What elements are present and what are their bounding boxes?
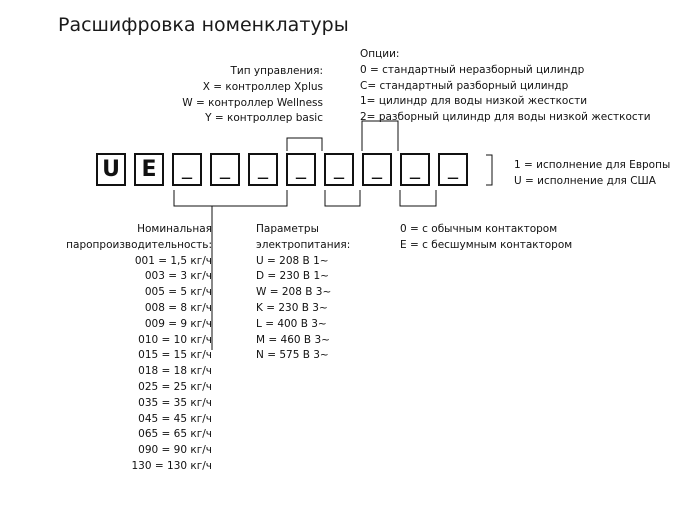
options-item: 2= разборный цилиндр для воды низкой жесткости — [360, 111, 651, 124]
capacity-item: 001 = 1,5 кг/ч — [134, 254, 212, 267]
contactor-bracket — [400, 190, 436, 206]
capacity-item: 065 = 65 кг/ч — [138, 428, 212, 441]
capacity-item: 010 = 10 кг/ч — [138, 333, 212, 346]
power-heading: Параметры — [256, 223, 319, 235]
capacity-item: 009 = 9 кг/ч — [144, 317, 212, 330]
power-item: D = 230 В 1~ — [256, 270, 329, 283]
options-item: 1= цилиндр для воды низкой жесткости — [360, 95, 588, 108]
code-box: _ — [210, 153, 240, 186]
capacity-heading: паропроизводительность: — [66, 238, 212, 251]
capacity-item: 003 = 3 кг/ч — [144, 270, 212, 283]
code-box: _ — [438, 153, 468, 186]
capacity-item: 035 = 35 кг/ч — [138, 396, 212, 409]
version-item: 1 = исполнение для Европы — [514, 159, 671, 171]
power-heading: электропитания: — [256, 238, 351, 251]
code-box: _ — [362, 153, 392, 186]
code-box: _ — [400, 153, 430, 186]
capacity-item: 005 = 5 кг/ч — [144, 286, 212, 299]
capacity-legend — [66, 222, 212, 475]
options-item: 0 = стандартный неразборный цилиндр — [360, 63, 585, 76]
power-item: N = 575 В 3~ — [256, 349, 329, 362]
power-legend — [256, 222, 350, 364]
power-item: L = 400 В 3~ — [256, 317, 327, 330]
code-box: _ — [248, 153, 278, 186]
capacity-item: 025 = 25 кг/ч — [138, 380, 212, 393]
capacity-item: 015 = 15 кг/ч — [138, 349, 212, 362]
contactor-item: 0 = с обычным контактором — [400, 223, 558, 235]
options-heading: Опции: — [360, 48, 400, 60]
capacity-bracket — [174, 190, 287, 206]
power-item: W = 208 В 3~ — [256, 286, 332, 299]
options-item: C= стандартный разборный цилиндр — [360, 79, 569, 92]
options-bracket — [362, 121, 398, 151]
code-box: _ — [172, 153, 202, 186]
capacity-item: 018 = 18 кг/ч — [138, 365, 212, 378]
control-type-bracket — [287, 138, 322, 151]
code-box: E — [134, 153, 164, 186]
version-item: U = исполнение для США — [514, 174, 656, 187]
capacity-item: 130 = 130 кг/ч — [131, 459, 212, 472]
control-type-item: X = контроллер Xplus — [202, 80, 323, 93]
code-box: _ — [286, 153, 316, 186]
capacity-item: 008 = 8 кг/ч — [144, 301, 212, 314]
control-type-item: Y = контроллер basic — [205, 112, 323, 125]
version-bracket — [486, 155, 492, 185]
control-type-heading: Тип управления: — [230, 65, 323, 77]
capacity-item: 045 = 45 кг/ч — [138, 412, 212, 425]
power-item: M = 460 В 3~ — [256, 333, 330, 346]
code-box: _ — [324, 153, 354, 186]
capacity-item: 090 = 90 кг/ч — [138, 444, 212, 457]
contactor-item: E = с бесшумным контактором — [400, 238, 573, 251]
capacity-heading: Номинальная — [137, 223, 212, 235]
power-item: U = 208 В 1~ — [256, 254, 329, 267]
page-title: Расшифровка номенклатуры — [58, 14, 349, 36]
contactor-legend — [400, 222, 572, 254]
control-type-item: W = контроллер Wellness — [182, 96, 323, 109]
power-bracket — [325, 190, 360, 206]
power-item: K = 230 В 3~ — [256, 301, 328, 314]
code-box: U — [96, 153, 126, 186]
